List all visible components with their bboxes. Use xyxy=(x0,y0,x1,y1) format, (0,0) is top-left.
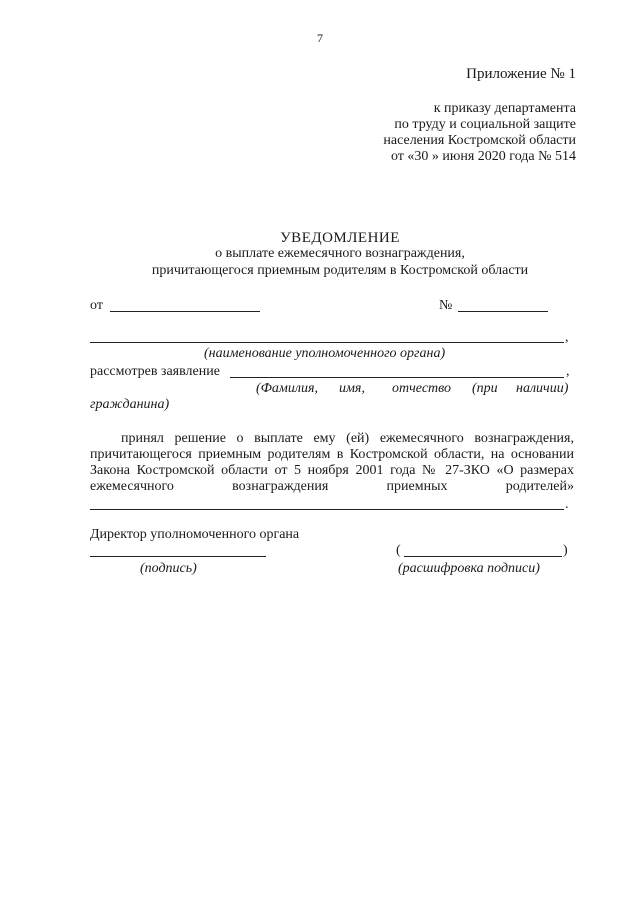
page-number: 7 xyxy=(317,31,323,45)
comma-2: , xyxy=(566,364,570,379)
appendix-line-3: населения Костромской области xyxy=(383,133,576,148)
signature-decode-field-line[interactable] xyxy=(404,556,562,557)
notice-subtitle-2: причитающегося приемным родителям в Костромской области xyxy=(151,263,529,278)
signature-decode-caption: (расшифровка подписи) xyxy=(398,561,540,576)
decision-line-2: причитающегося приемным родителям в Костромской области, на основании xyxy=(90,447,574,462)
signature-field-line[interactable] xyxy=(90,556,266,557)
organization-field-line[interactable] xyxy=(90,342,564,343)
period: . xyxy=(565,497,569,512)
decision-line-3: Закона Костромской области от 5 ноября 2001 года № 27-ЗКО «О размерах xyxy=(90,463,574,478)
decision-field-line[interactable] xyxy=(90,509,564,510)
applicant-field-line[interactable] xyxy=(230,377,564,378)
organization-caption: (наименование уполномоченного органа) xyxy=(204,346,446,361)
open-paren: ( xyxy=(396,543,401,558)
fio-caption-patronymic: отчество xyxy=(392,381,452,396)
fio-caption-available: наличии) xyxy=(516,381,569,396)
number-label: № xyxy=(439,298,453,313)
citizen-caption: гражданина) xyxy=(90,397,170,412)
from-label: от xyxy=(90,298,103,313)
close-paren: ) xyxy=(563,543,568,558)
notice-subtitle-1: о выплате ежемесячного вознаграждения, xyxy=(215,246,465,261)
considered-label: рассмотрев заявление xyxy=(90,364,220,379)
comma-1: , xyxy=(565,330,569,345)
fio-caption-if: (при xyxy=(472,381,498,396)
number-field-line[interactable] xyxy=(458,311,548,312)
signature-caption: (подпись) xyxy=(140,561,197,576)
decision-line-4: ежемесячного вознаграждения приемных родителей» xyxy=(90,479,574,494)
appendix-title: Приложение № 1 xyxy=(466,66,576,82)
director-label: Директор уполномоченного органа xyxy=(90,527,300,542)
fio-caption-surname: (Фамилия, xyxy=(256,381,318,396)
date-field-line[interactable] xyxy=(110,311,260,312)
appendix-line-2: по труду и социальной защите xyxy=(394,117,576,132)
appendix-line-1: к приказу департамента xyxy=(433,101,576,116)
appendix-line-4: от «30 » июня 2020 года № 514 xyxy=(390,149,576,164)
fio-caption-name: имя, xyxy=(339,381,365,396)
decision-line-1: принял решение о выплате ему (ей) ежемесячного вознаграждения, xyxy=(121,431,574,446)
notice-title: УВЕДОМЛЕНИЕ xyxy=(280,230,400,246)
